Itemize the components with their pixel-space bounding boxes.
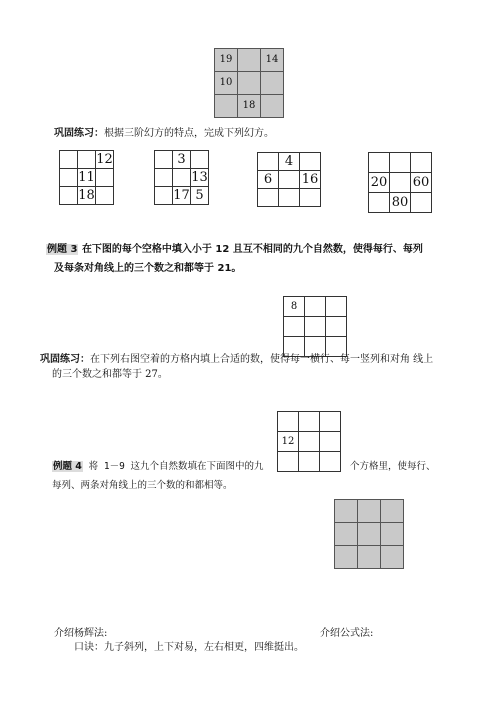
grid-cell [299,432,320,452]
grid-cell: 8 [284,297,305,317]
grid-cell [411,193,432,213]
practice1-heading [54,127,274,141]
grid-cell [60,187,78,205]
grid-cell [215,95,238,118]
grid-cell [369,153,390,173]
grid-cell [305,317,326,337]
top-magic-square [214,48,284,118]
grid-cell [299,452,320,472]
grid-cell [284,317,305,337]
grid-cell: 4 [279,153,300,171]
example4-line2: 每列、两条对角线上的三个数的和都相等。 [52,480,233,491]
grid-cell: 12 [96,152,113,167]
grid-cell: 17 [173,188,190,203]
practice1-square-1 [59,150,114,205]
practice1-square-2 [154,150,209,205]
grid-cell: 10 [215,72,238,95]
grid-cell [173,169,191,187]
grid-cell [326,297,347,317]
grid-cell [155,187,173,205]
grid-cell [369,193,390,213]
grid-cell [155,151,173,169]
footer-yanghui: 介绍杨辉法: [54,628,108,639]
grid-cell [381,523,404,546]
grid-cell: 3 [173,151,191,169]
practice2-line2: 的三个数之和都等于 27。 [52,369,168,380]
grid-cell [96,187,114,205]
grid-cell [278,412,299,432]
footer-formula: 介绍公式法: [320,628,374,639]
grid-cell [238,49,261,72]
practice1-square-4 [368,152,432,213]
grid-cell [320,412,341,432]
grid-cell [411,153,432,173]
example3-line2: 及每条对角线上的三个数之和都等于 21。 [54,263,242,274]
grid-cell [358,523,381,546]
practice2-label: 巩固练习： [40,354,90,365]
grid-cell [300,153,321,171]
grid-cell [381,546,404,569]
practice2-line1 [40,353,433,367]
grid-cell: 12 [278,432,299,452]
grid-cell [238,72,261,95]
grid-cell: 18 [238,95,261,118]
practice2-text-1: 在下列右图空着的方格内填上合适的数，使得每一横行、每一竖列和对角 线上 [90,354,434,365]
example4-gray-square [334,499,404,569]
example4-label: 例题 4 [53,461,82,472]
example4-text-1b: 个方格里，使每行、 [350,461,436,472]
grid-cell: 19 [215,49,238,72]
grid-cell: 20 [369,173,390,193]
grid-cell [279,189,300,207]
example3-line1 [46,243,423,257]
grid-cell [358,546,381,569]
grid-cell [261,95,284,118]
grid-cell [258,189,279,207]
grid-cell [390,153,411,173]
grid-cell: 13 [191,170,208,185]
practice2-square [277,411,341,472]
grid-cell [305,297,326,317]
practice1-square-3 [257,152,321,207]
grid-cell: 14 [261,49,284,72]
grid-cell [279,171,300,189]
example3-square [283,296,347,357]
grid-cell [320,452,341,472]
grid-cell [358,500,381,523]
grid-cell: 60 [411,173,432,193]
grid-cell [155,169,173,187]
grid-cell [335,500,358,523]
example3-text-1: 在下图的每个空格中填入小于 12 且互不相同的九个自然数，使得每行、每列 [81,244,423,255]
grid-cell [78,151,96,169]
grid-cell [326,317,347,337]
grid-cell: 6 [258,171,279,189]
grid-cell [60,169,78,187]
grid-cell [381,500,404,523]
grid-cell: 16 [300,171,321,189]
grid-cell [300,189,321,207]
grid-cell [390,173,411,193]
grid-cell [96,169,114,187]
practice1-text: 根据三阶幻方的特点，完成下列幻方。 [104,128,274,139]
grid-cell [258,153,279,171]
grid-cell [335,546,358,569]
grid-cell [60,151,78,169]
grid-cell: 11 [78,170,95,185]
grid-cell [320,432,341,452]
grid-cell [335,523,358,546]
footer-mnemonic: 口诀：九子斜列，上下对易，左右相更，四维挺出。 [74,642,304,653]
grid-cell: 80 [390,193,411,213]
grid-cell [261,72,284,95]
grid-cell: 5 [191,187,209,205]
grid-cell [191,151,209,169]
grid-cell [278,452,299,472]
grid-cell: 18 [78,188,95,203]
example3-label: 例题 3 [47,244,78,255]
grid-cell [299,412,320,432]
example4-text-1a: 将 1－9 这九个自然数填在下面图中的九 [88,461,264,472]
practice1-label: 巩固练习： [54,128,104,139]
example4-line1 [52,460,264,474]
